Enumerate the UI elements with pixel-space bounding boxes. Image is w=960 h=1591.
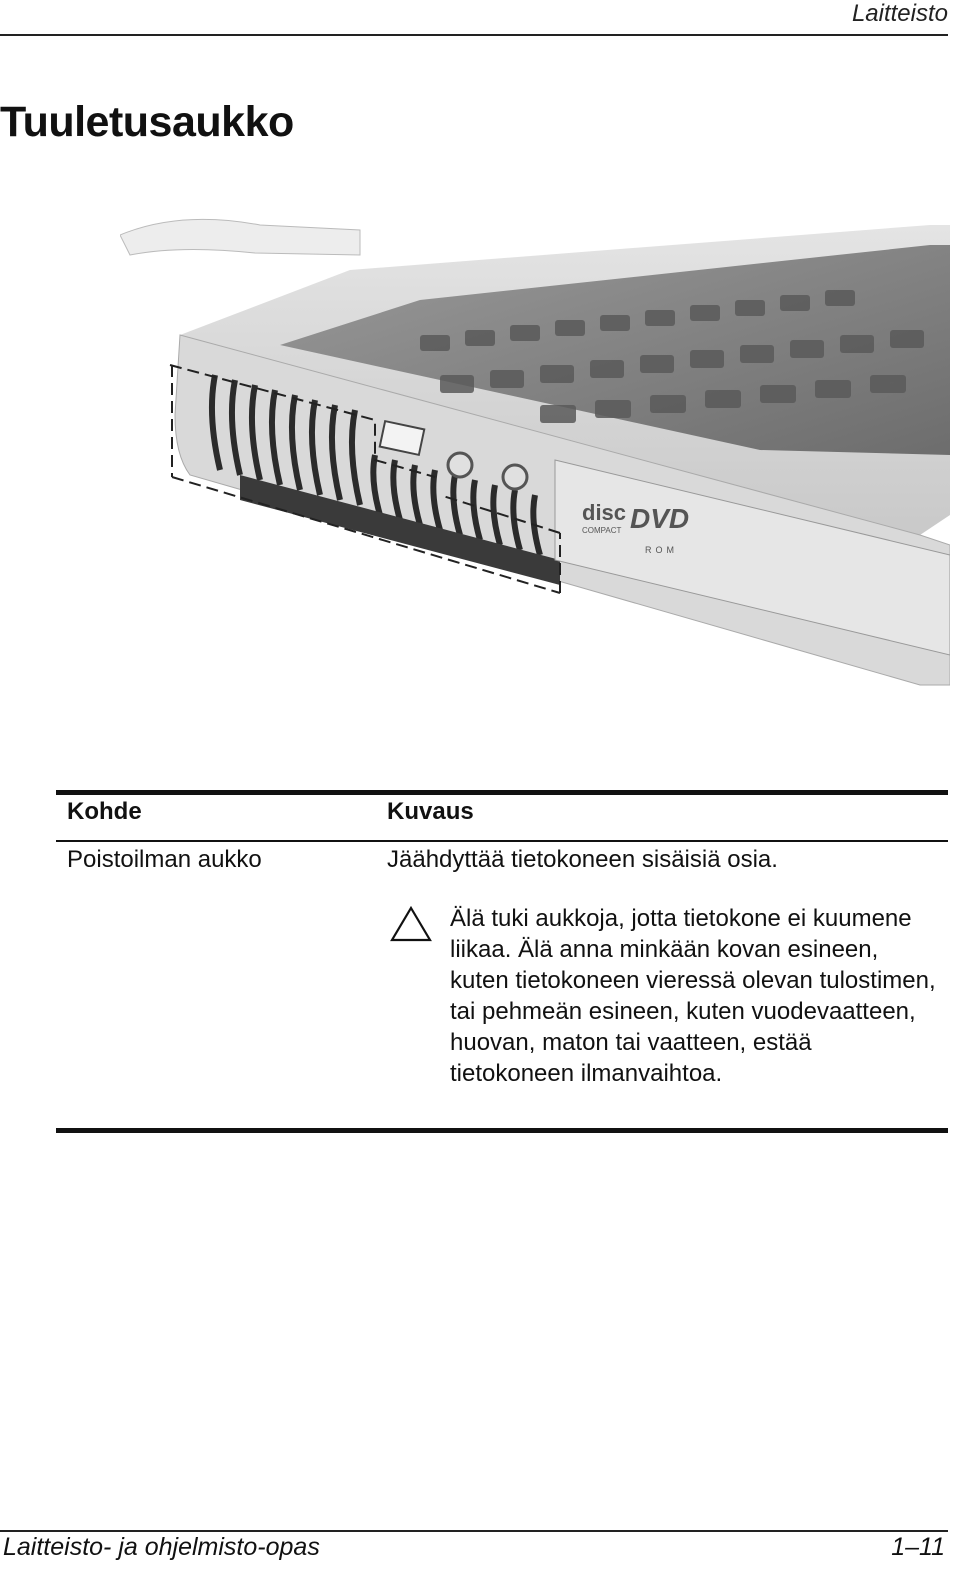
table-header-rule <box>56 840 948 842</box>
running-header <box>0 0 948 36</box>
column-header-description: Kuvaus <box>387 798 474 825</box>
footer-page-number: 1–11 <box>891 1533 945 1561</box>
row-item-name: Poistoilman aukko <box>67 846 262 873</box>
page-title: Tuuletusaukko <box>0 98 294 146</box>
audio-jack-1 <box>448 453 472 477</box>
lid-edge <box>120 219 360 255</box>
caution-text: Älä tuki aukkoja, jotta tietokone ei kuumene liikaa. Älä anna minkään kovan esineen, kuten tietokoneen vieressä olevan tulostimen, tai pehmeän esineen, kuten vuodevaatteen, huovan, maton tai vaatteen, estää tietokoneen ilmanvaihtoa. <box>450 905 936 1087</box>
audio-jack-2 <box>503 465 527 489</box>
column-header-item: Kohde <box>67 798 142 825</box>
row-description: Jäähdyttää tietokoneen sisäisiä osia. <box>387 846 778 873</box>
disc-logo-sub: COMPACT <box>582 526 622 535</box>
dvd-logo-sub: ROM <box>645 545 678 555</box>
running-header-title: Laitteisto <box>851 0 948 27</box>
footer-document-title: Laitteisto- ja ohjelmisto-opas <box>3 1533 320 1561</box>
dvd-logo: DVD <box>630 503 690 534</box>
footer-rule <box>0 1530 948 1532</box>
table-bottom-rule <box>56 1128 948 1133</box>
laptop-vent-illustration <box>120 215 950 695</box>
laptop-illustration-svg <box>120 215 950 695</box>
disc-logo: disc <box>582 500 627 525</box>
table-top-rule <box>56 790 948 795</box>
caution-triangle-icon <box>390 906 432 942</box>
